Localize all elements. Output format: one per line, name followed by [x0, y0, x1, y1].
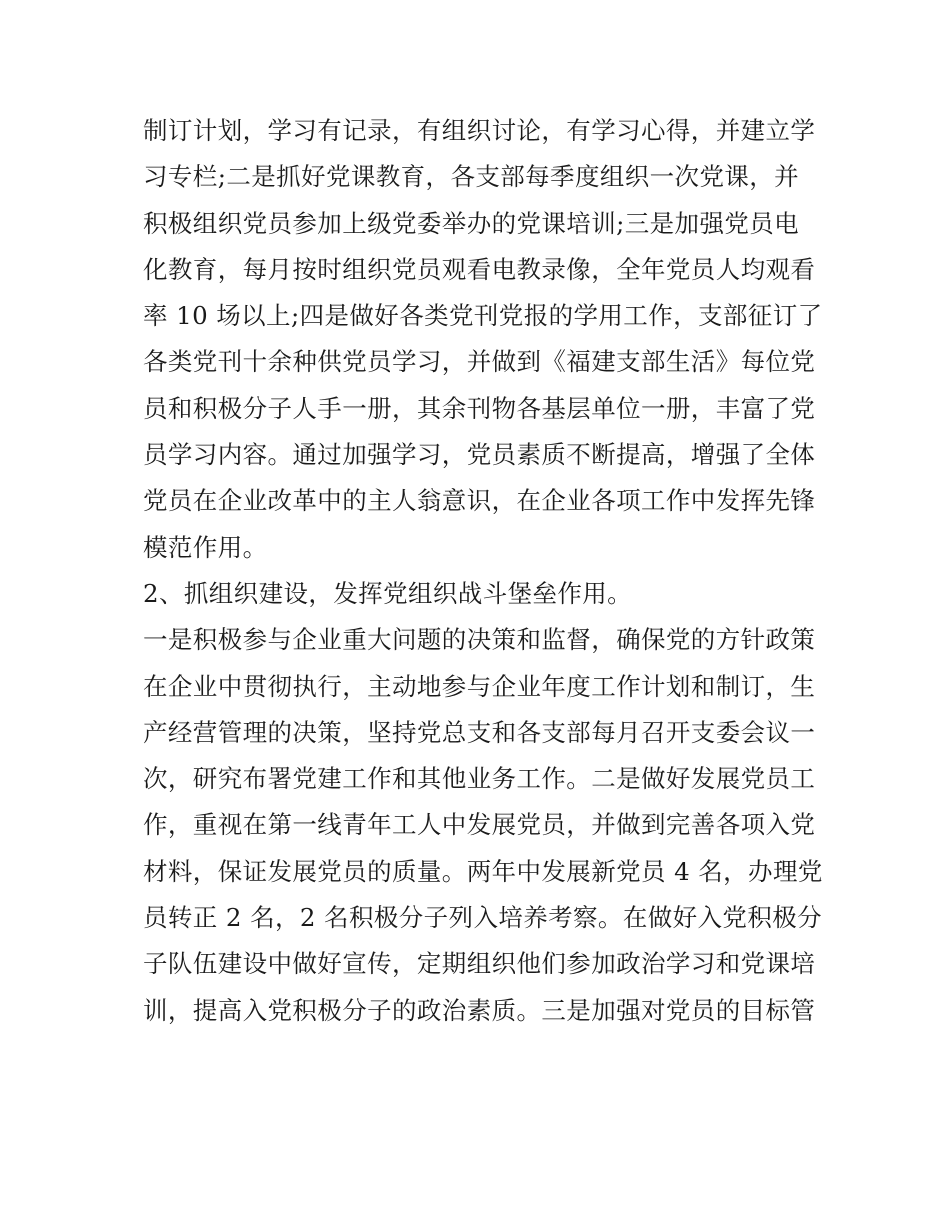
text-line: 子队伍建设中做好宣传，定期组织他们参加政治学习和党课培 — [143, 949, 816, 979]
text-line: 次，研究布署党建工作和其他业务工作。二是做好发展党员工 — [143, 764, 816, 794]
text-line: 一是积极参与企业重大问题的决策和监督，确保党的方针政策 — [143, 625, 816, 655]
text-line: 制订计划，学习有记录，有组织讨论，有学习心得，并建立学 — [143, 116, 816, 145]
text-line: 训，提高入党积极分子的政治素质。三是加强对党员的目标管 — [143, 995, 816, 1025]
text-line: 材料，保证发展党员的质量。两年中发展新党员 4 名，办理党 — [143, 856, 823, 886]
text-line: 化教育，每月按时组织党员观看电教录像，全年党员人均观看 — [143, 254, 816, 284]
text-line: 率 10 场以上;四是做好各类党刊党报的学用工作，支部征订了 — [143, 301, 823, 331]
text-line: 产经营管理的决策，坚持党总支和各支部每月召开支委会议一 — [143, 717, 816, 747]
text-line: 党员在企业改革中的主人翁意识，在企业各项工作中发挥先锋 — [143, 486, 816, 516]
text-line: 在企业中贯彻执行，主动地参与企业年度工作计划和制订，生 — [143, 671, 816, 701]
document-body — [143, 108, 823, 1034]
text-line: 作，重视在第一线青年工人中发展党员，并做到完善各项入党 — [143, 810, 816, 840]
text-line: 员和积极分子人手一册，其余刊物各基层单位一册，丰富了党 — [143, 393, 816, 423]
text-line: 习专栏;二是抓好党课教育，各支部每季度组织一次党课，并 — [143, 162, 800, 192]
text-line: 员学习内容。通过加强学习，党员素质不断提高，增强了全体 — [143, 440, 816, 470]
text-line: 积极组织党员参加上级党委举办的党课培训;三是加强党员电 — [143, 208, 800, 238]
text-line: 各类党刊十余种供党员学习，并做到《福建支部生活》每位党 — [143, 347, 816, 377]
text-line: 模范作用。 — [143, 532, 268, 562]
text-line: 员转正 2 名，2 名积极分子列入培养考察。在做好入党积极分 — [143, 903, 823, 933]
section-heading: 2、抓组织建设，发挥党组织战斗堡垒作用。 — [143, 578, 633, 608]
